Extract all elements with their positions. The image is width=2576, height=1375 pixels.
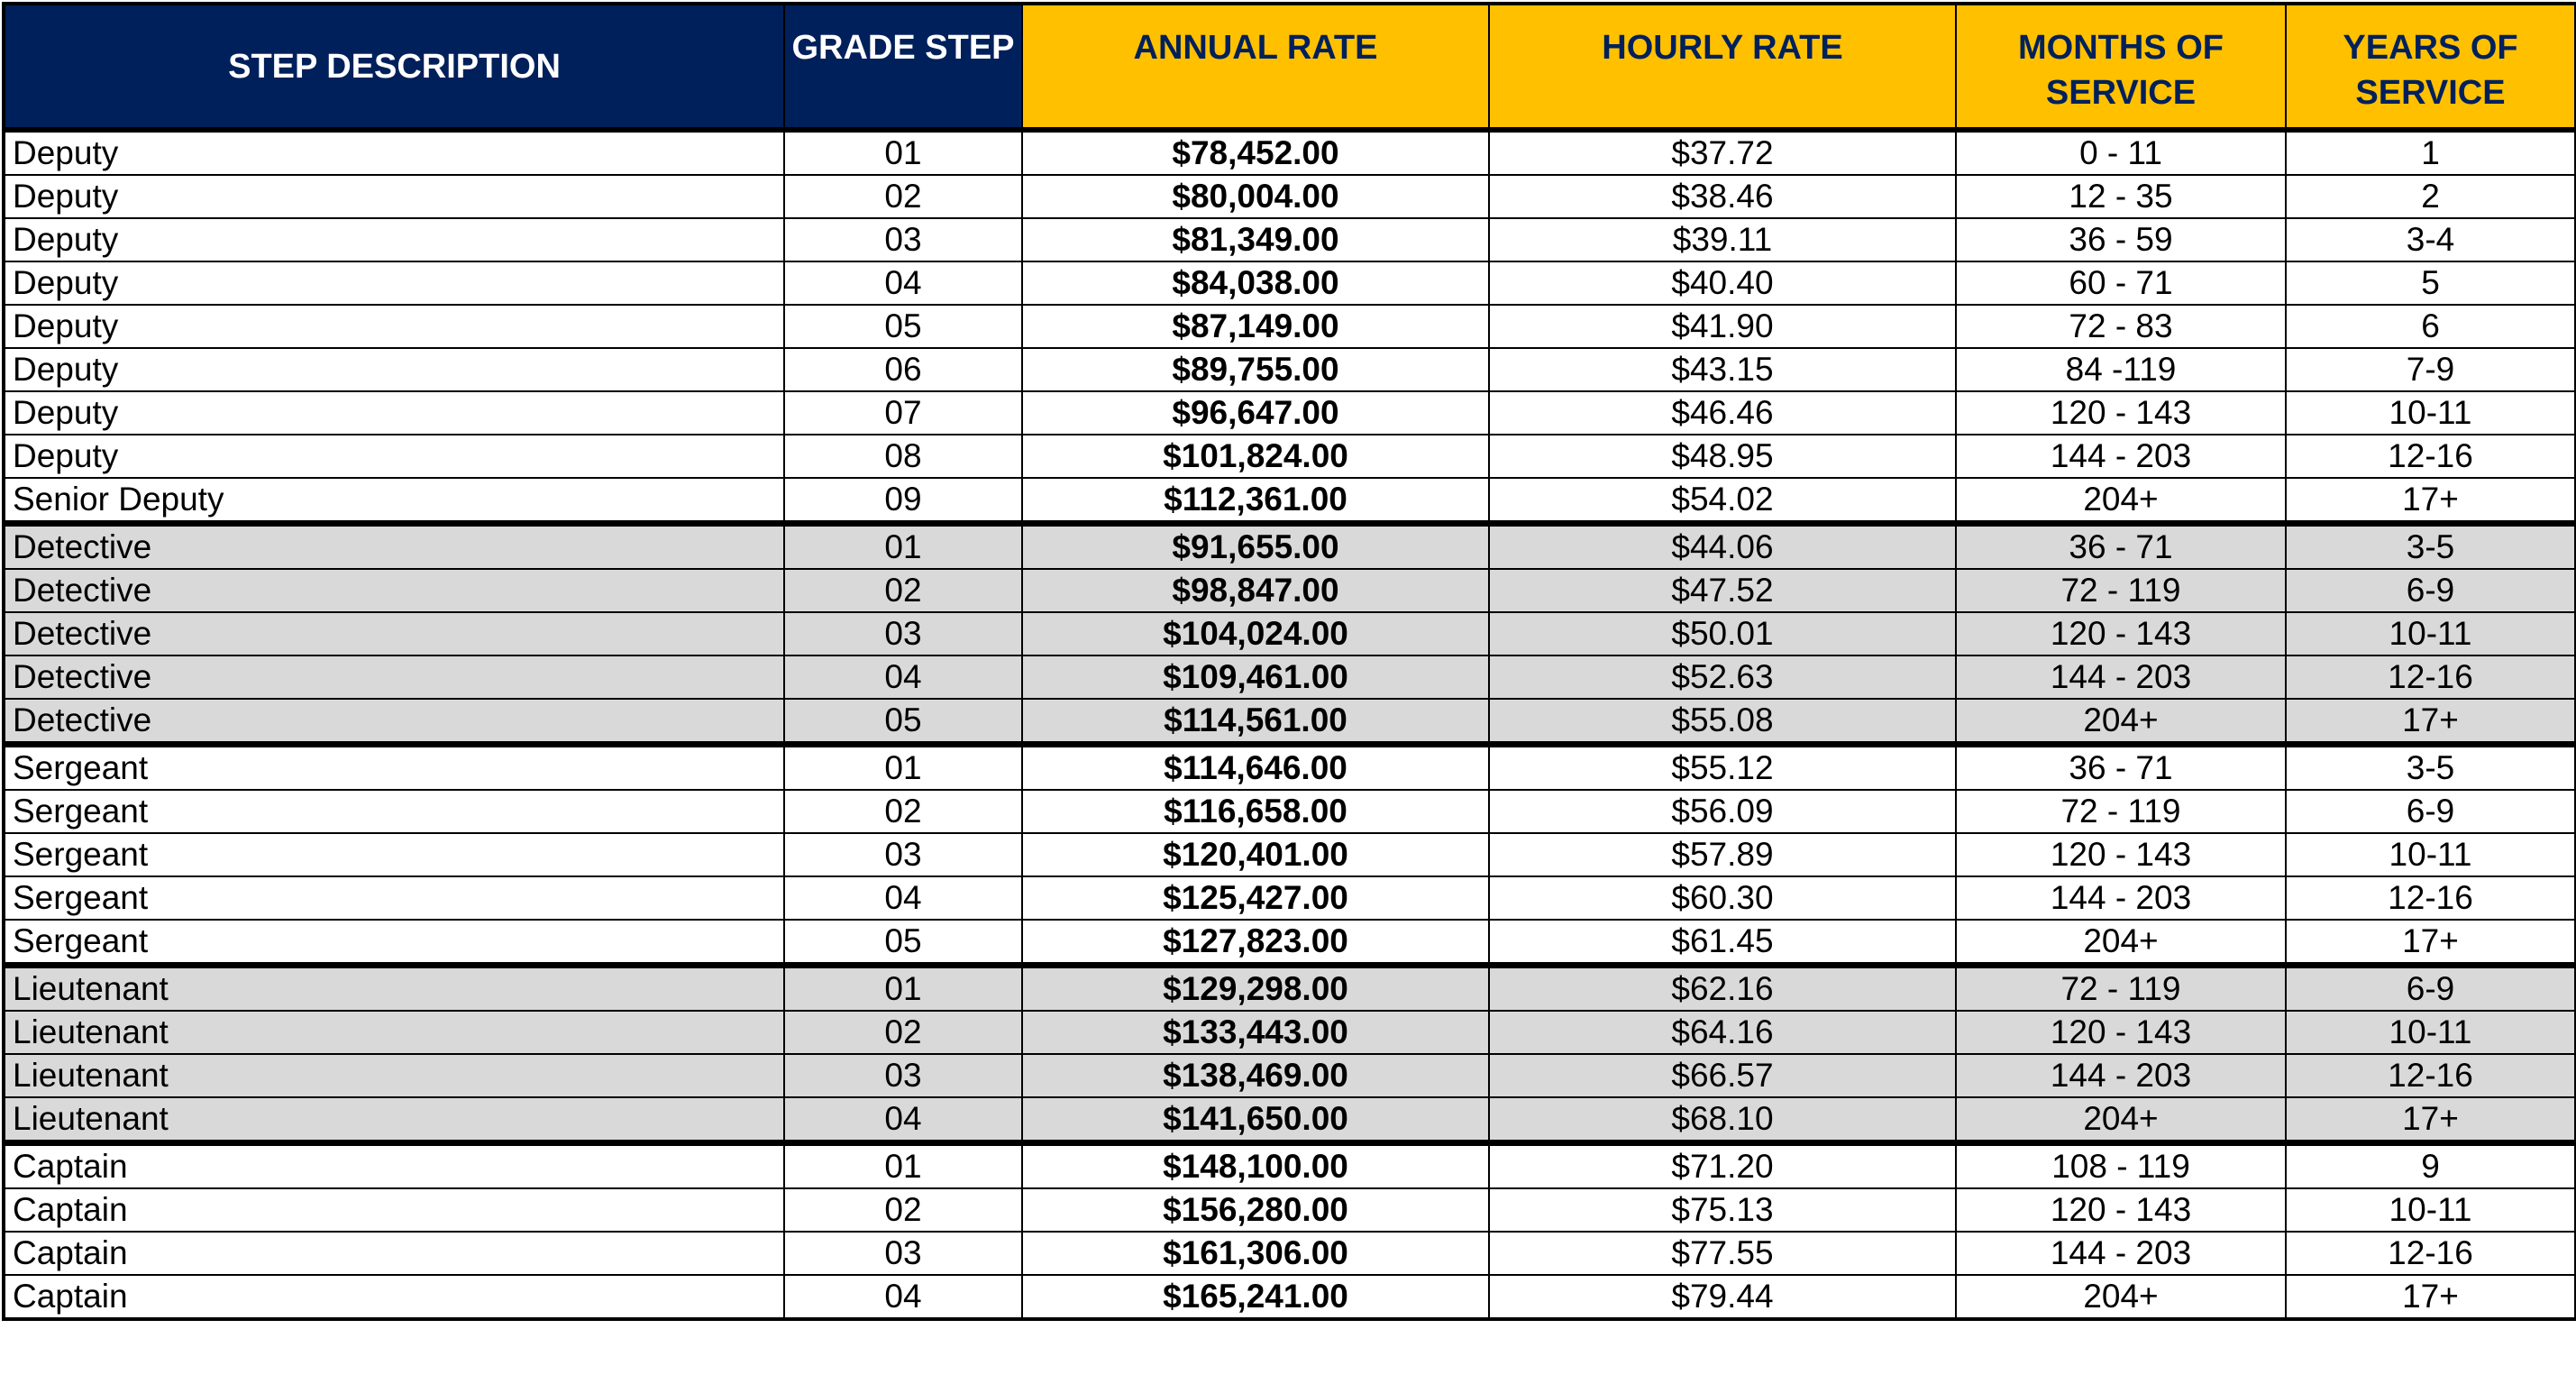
- cell-hourly-rate: $61.45: [1489, 920, 1956, 966]
- table-row: [4, 612, 2576, 655]
- cell-step-description: Sergeant: [4, 745, 784, 791]
- cell-step-description: Deputy: [4, 261, 784, 305]
- cell-step-description: Deputy: [4, 348, 784, 391]
- cell-years-of-service: 17+: [2286, 1097, 2576, 1143]
- cell-annual-rate: $127,823.00: [1022, 920, 1489, 966]
- header-step-description: STEP DESCRIPTION: [4, 4, 784, 130]
- header-hourly-rate: HOURLY RATE: [1489, 4, 1956, 130]
- cell-months-of-service: 36 - 71: [1956, 524, 2286, 570]
- cell-grade-step: 04: [784, 1097, 1022, 1143]
- cell-grade-step: 02: [784, 1011, 1022, 1054]
- cell-step-description: Sergeant: [4, 920, 784, 966]
- cell-grade-step: 04: [784, 655, 1022, 699]
- cell-months-of-service: 36 - 59: [1956, 218, 2286, 261]
- cell-annual-rate: $125,427.00: [1022, 876, 1489, 920]
- cell-years-of-service: 10-11: [2286, 391, 2576, 435]
- header-years-of-service: YEARS OF SERVICE: [2286, 4, 2576, 130]
- cell-hourly-rate: $37.72: [1489, 130, 1956, 175]
- cell-months-of-service: 72 - 83: [1956, 305, 2286, 348]
- cell-step-description: Detective: [4, 612, 784, 655]
- header-grade-step: GRADE STEP: [784, 4, 1022, 130]
- cell-grade-step: 03: [784, 833, 1022, 876]
- cell-annual-rate: $87,149.00: [1022, 305, 1489, 348]
- cell-annual-rate: $138,469.00: [1022, 1054, 1489, 1097]
- cell-hourly-rate: $55.08: [1489, 699, 1956, 745]
- cell-annual-rate: $165,241.00: [1022, 1275, 1489, 1319]
- cell-years-of-service: 10-11: [2286, 612, 2576, 655]
- cell-grade-step: 06: [784, 348, 1022, 391]
- cell-months-of-service: 204+: [1956, 1097, 2286, 1143]
- cell-hourly-rate: $40.40: [1489, 261, 1956, 305]
- cell-annual-rate: $133,443.00: [1022, 1011, 1489, 1054]
- cell-grade-step: 01: [784, 745, 1022, 791]
- table-row: [4, 348, 2576, 391]
- table-row: [4, 524, 2576, 570]
- cell-months-of-service: 204+: [1956, 478, 2286, 524]
- cell-months-of-service: 12 - 35: [1956, 175, 2286, 218]
- table-row: [4, 1275, 2576, 1319]
- cell-step-description: Sergeant: [4, 833, 784, 876]
- cell-years-of-service: 7-9: [2286, 348, 2576, 391]
- cell-grade-step: 04: [784, 1275, 1022, 1319]
- cell-annual-rate: $96,647.00: [1022, 391, 1489, 435]
- cell-years-of-service: 12-16: [2286, 655, 2576, 699]
- cell-step-description: Lieutenant: [4, 1011, 784, 1054]
- cell-hourly-rate: $41.90: [1489, 305, 1956, 348]
- cell-step-description: Deputy: [4, 130, 784, 175]
- cell-grade-step: 01: [784, 524, 1022, 570]
- cell-months-of-service: 36 - 71: [1956, 745, 2286, 791]
- cell-hourly-rate: $60.30: [1489, 876, 1956, 920]
- cell-hourly-rate: $64.16: [1489, 1011, 1956, 1054]
- cell-hourly-rate: $66.57: [1489, 1054, 1956, 1097]
- cell-months-of-service: 120 - 143: [1956, 833, 2286, 876]
- cell-hourly-rate: $68.10: [1489, 1097, 1956, 1143]
- cell-grade-step: 03: [784, 1054, 1022, 1097]
- cell-annual-rate: $156,280.00: [1022, 1188, 1489, 1232]
- cell-months-of-service: 120 - 143: [1956, 391, 2286, 435]
- table-row: [4, 655, 2576, 699]
- cell-step-description: Captain: [4, 1143, 784, 1189]
- table-row: [4, 966, 2576, 1012]
- cell-months-of-service: 204+: [1956, 1275, 2286, 1319]
- cell-years-of-service: 12-16: [2286, 876, 2576, 920]
- cell-months-of-service: 144 - 203: [1956, 1232, 2286, 1275]
- table-row: [4, 261, 2576, 305]
- table-row: [4, 876, 2576, 920]
- cell-step-description: Captain: [4, 1232, 784, 1275]
- table-row: [4, 130, 2576, 175]
- cell-hourly-rate: $62.16: [1489, 966, 1956, 1012]
- cell-months-of-service: 204+: [1956, 920, 2286, 966]
- cell-annual-rate: $141,650.00: [1022, 1097, 1489, 1143]
- cell-hourly-rate: $44.06: [1489, 524, 1956, 570]
- cell-months-of-service: 108 - 119: [1956, 1143, 2286, 1189]
- cell-annual-rate: $148,100.00: [1022, 1143, 1489, 1189]
- cell-months-of-service: 120 - 143: [1956, 1011, 2286, 1054]
- cell-annual-rate: $112,361.00: [1022, 478, 1489, 524]
- cell-step-description: Deputy: [4, 435, 784, 478]
- cell-years-of-service: 9: [2286, 1143, 2576, 1189]
- table-row: [4, 920, 2576, 966]
- table-row: [4, 745, 2576, 791]
- cell-grade-step: 05: [784, 920, 1022, 966]
- cell-years-of-service: 10-11: [2286, 833, 2576, 876]
- cell-hourly-rate: $57.89: [1489, 833, 1956, 876]
- cell-step-description: Detective: [4, 524, 784, 570]
- cell-hourly-rate: $39.11: [1489, 218, 1956, 261]
- cell-years-of-service: 17+: [2286, 478, 2576, 524]
- cell-hourly-rate: $52.63: [1489, 655, 1956, 699]
- cell-step-description: Lieutenant: [4, 966, 784, 1012]
- table-row: [4, 218, 2576, 261]
- cell-grade-step: 02: [784, 790, 1022, 833]
- cell-step-description: Lieutenant: [4, 1097, 784, 1143]
- cell-grade-step: 04: [784, 876, 1022, 920]
- table-row: [4, 569, 2576, 612]
- cell-grade-step: 01: [784, 130, 1022, 175]
- cell-step-description: Deputy: [4, 175, 784, 218]
- cell-years-of-service: 10-11: [2286, 1188, 2576, 1232]
- cell-step-description: Senior Deputy: [4, 478, 784, 524]
- cell-annual-rate: $109,461.00: [1022, 655, 1489, 699]
- cell-hourly-rate: $77.55: [1489, 1232, 1956, 1275]
- cell-months-of-service: 144 - 203: [1956, 655, 2286, 699]
- cell-grade-step: 02: [784, 569, 1022, 612]
- cell-years-of-service: 6-9: [2286, 966, 2576, 1012]
- cell-hourly-rate: $46.46: [1489, 391, 1956, 435]
- table-header: [4, 4, 2576, 130]
- table-row: [4, 790, 2576, 833]
- cell-step-description: Detective: [4, 699, 784, 745]
- table-row: [4, 699, 2576, 745]
- table-row: [4, 1143, 2576, 1189]
- cell-grade-step: 08: [784, 435, 1022, 478]
- cell-hourly-rate: $48.95: [1489, 435, 1956, 478]
- header-annual-rate: ANNUAL RATE: [1022, 4, 1489, 130]
- cell-years-of-service: 10-11: [2286, 1011, 2576, 1054]
- cell-hourly-rate: $79.44: [1489, 1275, 1956, 1319]
- cell-grade-step: 03: [784, 612, 1022, 655]
- cell-months-of-service: 72 - 119: [1956, 569, 2286, 612]
- cell-hourly-rate: $50.01: [1489, 612, 1956, 655]
- cell-step-description: Captain: [4, 1275, 784, 1319]
- header-months-of-service: MONTHS OF SERVICE: [1956, 4, 2286, 130]
- cell-step-description: Detective: [4, 569, 784, 612]
- cell-years-of-service: 17+: [2286, 920, 2576, 966]
- cell-step-description: Sergeant: [4, 790, 784, 833]
- cell-years-of-service: 12-16: [2286, 435, 2576, 478]
- table-row: [4, 1097, 2576, 1143]
- cell-grade-step: 05: [784, 305, 1022, 348]
- cell-grade-step: 03: [784, 1232, 1022, 1275]
- cell-months-of-service: 144 - 203: [1956, 876, 2286, 920]
- cell-hourly-rate: $56.09: [1489, 790, 1956, 833]
- table-row: [4, 1011, 2576, 1054]
- cell-years-of-service: 3-5: [2286, 745, 2576, 791]
- cell-step-description: Sergeant: [4, 876, 784, 920]
- table-row: [4, 1232, 2576, 1275]
- cell-grade-step: 02: [784, 175, 1022, 218]
- cell-annual-rate: $161,306.00: [1022, 1232, 1489, 1275]
- table-row: [4, 391, 2576, 435]
- cell-hourly-rate: $54.02: [1489, 478, 1956, 524]
- cell-months-of-service: 72 - 119: [1956, 790, 2286, 833]
- cell-years-of-service: 17+: [2286, 699, 2576, 745]
- cell-annual-rate: $116,658.00: [1022, 790, 1489, 833]
- cell-hourly-rate: $43.15: [1489, 348, 1956, 391]
- cell-hourly-rate: $38.46: [1489, 175, 1956, 218]
- table-row: [4, 175, 2576, 218]
- cell-grade-step: 01: [784, 966, 1022, 1012]
- cell-years-of-service: 6-9: [2286, 790, 2576, 833]
- pay-scale-table: [2, 2, 2576, 1321]
- cell-annual-rate: $114,561.00: [1022, 699, 1489, 745]
- cell-hourly-rate: $55.12: [1489, 745, 1956, 791]
- table-row: [4, 1054, 2576, 1097]
- cell-step-description: Detective: [4, 655, 784, 699]
- cell-years-of-service: 3-4: [2286, 218, 2576, 261]
- table-row: [4, 833, 2576, 876]
- cell-years-of-service: 6: [2286, 305, 2576, 348]
- cell-grade-step: 07: [784, 391, 1022, 435]
- cell-annual-rate: $98,847.00: [1022, 569, 1489, 612]
- cell-grade-step: 04: [784, 261, 1022, 305]
- table-row: [4, 478, 2576, 524]
- cell-years-of-service: 3-5: [2286, 524, 2576, 570]
- cell-annual-rate: $91,655.00: [1022, 524, 1489, 570]
- table-row: [4, 435, 2576, 478]
- cell-years-of-service: 17+: [2286, 1275, 2576, 1319]
- cell-months-of-service: 60 - 71: [1956, 261, 2286, 305]
- cell-months-of-service: 72 - 119: [1956, 966, 2286, 1012]
- cell-annual-rate: $114,646.00: [1022, 745, 1489, 791]
- cell-months-of-service: 144 - 203: [1956, 1054, 2286, 1097]
- cell-annual-rate: $120,401.00: [1022, 833, 1489, 876]
- cell-grade-step: 02: [784, 1188, 1022, 1232]
- cell-step-description: Captain: [4, 1188, 784, 1232]
- cell-annual-rate: $84,038.00: [1022, 261, 1489, 305]
- cell-hourly-rate: $75.13: [1489, 1188, 1956, 1232]
- cell-grade-step: 01: [784, 1143, 1022, 1189]
- cell-step-description: Lieutenant: [4, 1054, 784, 1097]
- header-row: [4, 4, 2576, 130]
- cell-step-description: Deputy: [4, 391, 784, 435]
- cell-grade-step: 09: [784, 478, 1022, 524]
- cell-annual-rate: $101,824.00: [1022, 435, 1489, 478]
- cell-months-of-service: 120 - 143: [1956, 1188, 2286, 1232]
- cell-hourly-rate: $71.20: [1489, 1143, 1956, 1189]
- table-row: [4, 1188, 2576, 1232]
- cell-months-of-service: 204+: [1956, 699, 2286, 745]
- table-body: [4, 130, 2576, 1319]
- cell-annual-rate: $81,349.00: [1022, 218, 1489, 261]
- cell-step-description: Deputy: [4, 218, 784, 261]
- cell-months-of-service: 144 - 203: [1956, 435, 2286, 478]
- cell-years-of-service: 1: [2286, 130, 2576, 175]
- cell-years-of-service: 12-16: [2286, 1232, 2576, 1275]
- cell-annual-rate: $104,024.00: [1022, 612, 1489, 655]
- cell-years-of-service: 6-9: [2286, 569, 2576, 612]
- cell-annual-rate: $89,755.00: [1022, 348, 1489, 391]
- cell-grade-step: 03: [784, 218, 1022, 261]
- cell-annual-rate: $80,004.00: [1022, 175, 1489, 218]
- cell-months-of-service: 84 -119: [1956, 348, 2286, 391]
- cell-years-of-service: 12-16: [2286, 1054, 2576, 1097]
- cell-annual-rate: $129,298.00: [1022, 966, 1489, 1012]
- cell-hourly-rate: $47.52: [1489, 569, 1956, 612]
- cell-months-of-service: 120 - 143: [1956, 612, 2286, 655]
- cell-grade-step: 05: [784, 699, 1022, 745]
- cell-months-of-service: 0 - 11: [1956, 130, 2286, 175]
- table-row: [4, 305, 2576, 348]
- cell-step-description: Deputy: [4, 305, 784, 348]
- cell-years-of-service: 5: [2286, 261, 2576, 305]
- cell-years-of-service: 2: [2286, 175, 2576, 218]
- cell-annual-rate: $78,452.00: [1022, 130, 1489, 175]
